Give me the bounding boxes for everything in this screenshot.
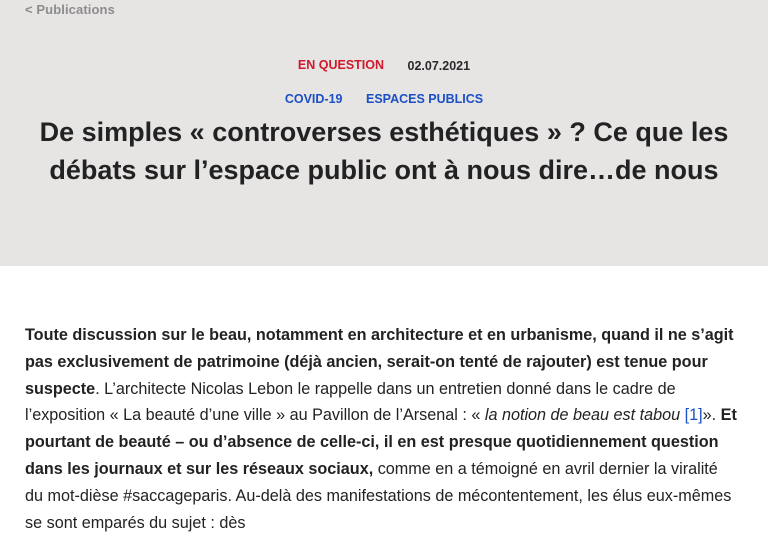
lead-sentence: Toute discussion sur le beau, notamment en architecture et en urbanisme, quand il ne s’agit pas exclusivement de patrimoine (déjà ancien, serait-on tenté de rajouter) est tenue pour suspecte [25, 326, 734, 398]
lead-sentence-end: . [95, 379, 100, 398]
tag-covid-19[interactable]: COVID-19 [284, 92, 343, 106]
text-segment: L’architecte Nicolas Lebon le rappelle dans un entretien donné dans le cadre de l’exposition « La beauté d’une ville » au Pavillon de l’Arsenal : « [25, 379, 676, 425]
publication-date: 02.07.2021 [407, 59, 471, 73]
tag-list [0, 92, 768, 106]
article-paragraph [25, 322, 740, 536]
article-body [25, 322, 740, 536]
category-label[interactable]: EN QUESTION [297, 58, 385, 72]
article-title-line-1: De simples « controverses esthétiques » ? Ce que les [39, 117, 729, 147]
article-meta [0, 58, 768, 72]
text-segment-end: comme en a témoigné en avril dernier la viralité du mot-dièse #saccageparis. Au-delà des manifestations de mécontentement, les élus eux-mêmes se sont emparés du sujet : dès [25, 459, 732, 532]
back-to-publications-link[interactable]: < Publications [25, 2, 115, 17]
footnote-link[interactable]: [1] [684, 406, 703, 425]
article-title-line-2: débats sur l’espace public ont à nous dire…de nous [49, 155, 719, 185]
quote-text: la notion de beau est tabou [484, 406, 681, 425]
article-title [0, 113, 768, 189]
article-header [0, 0, 768, 266]
tag-espaces-publics[interactable]: ESPACES PUBLICS [365, 92, 484, 106]
emphasis-text: Et pourtant de beauté – ou d’absence de celle-ci, il en est presque quotidiennement question dans les journaux et sur les réseaux sociaux, [25, 406, 737, 478]
quote-close: ». [702, 406, 717, 425]
